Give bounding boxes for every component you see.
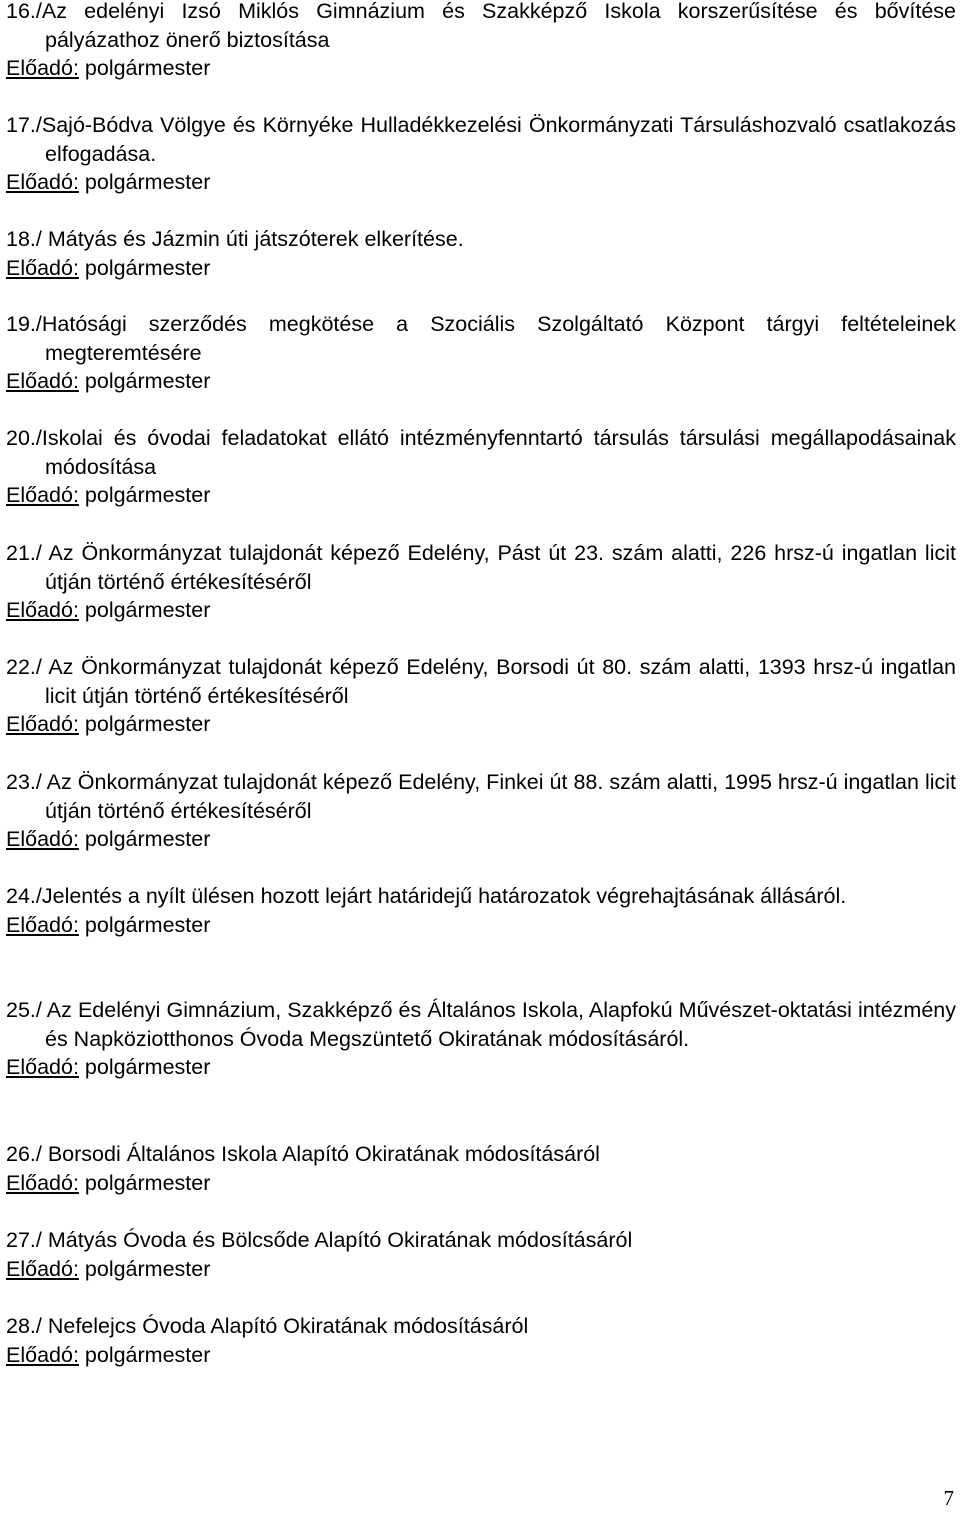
presenter-line <box>6 54 956 83</box>
presenter-name: polgármester <box>84 712 211 737</box>
presenter-label: Előadó: <box>6 1342 79 1367</box>
agenda-item-text <box>6 1140 956 1197</box>
agenda-item-title: /Az edelényi Izsó Miklós Gimnázium és Szakképző Iskola korszerűsítése és bővítése pályázathoz önerő biztosítása <box>35 0 956 52</box>
presenter-line <box>6 254 956 283</box>
agenda-item-text <box>6 1312 956 1369</box>
agenda-item-number: 23. <box>6 770 36 794</box>
agenda-item-text <box>6 996 956 1082</box>
presenter-name: polgármester <box>84 1055 211 1080</box>
presenter-name: polgármester <box>84 827 211 852</box>
agenda-item-text <box>6 111 956 197</box>
agenda-item-title: / Mátyás Óvoda és Bölcsőde Alapító Okiratának módosításáról <box>35 1228 633 1252</box>
agenda-item-number: 25. <box>6 998 36 1022</box>
agenda-item-number: 24. <box>6 884 36 908</box>
presenter-line <box>6 1341 956 1370</box>
agenda-item-text <box>6 1226 956 1283</box>
page-number: 7 <box>943 1486 954 1510</box>
agenda-item-text <box>6 0 956 83</box>
agenda-item-21 <box>6 539 956 625</box>
agenda-item-number: 16. <box>6 0 36 23</box>
presenter-label: Előadó: <box>6 369 79 394</box>
agenda-item-title: / Az Önkormányzat tulajdonát képező Edelény, Finkei út 88. szám alatti, 1995 hrsz-ú ingatlan licit útján történő értékesítéséről <box>35 770 956 823</box>
agenda-item-number: 19. <box>6 312 36 336</box>
agenda-item-title: /Iskolai és óvodai feladatokat ellátó intézményfenntartó társulás társulási megállapodásainak módosítása <box>35 426 956 479</box>
agenda-item-text <box>6 768 956 854</box>
presenter-label: Előadó: <box>6 1055 79 1080</box>
presenter-name: polgármester <box>84 912 211 937</box>
presenter-label: Előadó: <box>6 712 79 737</box>
agenda-item-number: 26. <box>6 1142 36 1166</box>
agenda-item-number: 22. <box>6 655 36 679</box>
agenda-item-text <box>6 882 956 939</box>
agenda-item-title: / Nefelejcs Óvoda Alapító Okiratának módosításáról <box>35 1314 529 1338</box>
presenter-line <box>6 710 956 739</box>
presenter-line <box>6 1255 956 1284</box>
agenda-item-text <box>6 424 956 510</box>
agenda-item-23 <box>6 768 956 854</box>
agenda-item-number: 27. <box>6 1228 36 1252</box>
presenter-line <box>6 481 956 510</box>
agenda-item-17 <box>6 111 956 197</box>
presenter-label: Előadó: <box>6 483 79 508</box>
presenter-name: polgármester <box>84 1170 211 1195</box>
presenter-name: polgármester <box>84 1342 211 1367</box>
agenda-item-19 <box>6 310 956 396</box>
agenda-item-text <box>6 310 956 396</box>
agenda-item-text <box>6 653 956 739</box>
presenter-label: Előadó: <box>6 1170 79 1195</box>
presenter-line <box>6 367 956 396</box>
presenter-name: polgármester <box>84 598 211 623</box>
presenter-label: Előadó: <box>6 827 79 852</box>
agenda-item-title: /Sajó-Bódva Völgye és Környéke Hulladékkezelési Önkormányzati Társuláshozvaló csatlakozás elfogadása. <box>35 113 956 166</box>
agenda-item-26 <box>6 1140 956 1197</box>
presenter-name: polgármester <box>84 56 211 81</box>
presenter-label: Előadó: <box>6 56 79 81</box>
agenda-item-text <box>6 539 956 625</box>
agenda-item-number: 17. <box>6 113 36 137</box>
agenda-item-title: / Az Edelényi Gimnázium, Szakképző és Általános Iskola, Alapfokú Művészet-oktatási intézmény és Napköziotthonos Óvoda Megszüntető Okiratának módosításáról. <box>35 998 956 1051</box>
presenter-line <box>6 911 956 940</box>
presenter-line <box>6 1053 956 1082</box>
agenda-item-24 <box>6 882 956 939</box>
agenda-item-title: / Az Önkormányzat tulajdonát képező Edelény, Pást út 23. szám alatti, 226 hrsz-ú ingatlan licit útján történő értékesítéséről <box>35 541 956 594</box>
agenda-item-25 <box>6 996 956 1082</box>
agenda-item-title: /Hatósági szerződés megkötése a Szociális Szolgáltató Központ tárgyi feltételeinek megteremtésére <box>35 312 956 365</box>
agenda-item-number: 18. <box>6 227 36 251</box>
agenda-item-20 <box>6 424 956 510</box>
presenter-line <box>6 168 956 197</box>
agenda-item-16 <box>6 0 956 83</box>
agenda-item-title: / Az Önkormányzat tulajdonát képező Edelény, Borsodi út 80. szám alatti, 1393 hrsz-ú ingatlan licit útján történő értékesítéséről <box>35 655 956 708</box>
agenda-item-title: / Mátyás és Jázmin úti játszóterek elkerítése. <box>35 227 464 251</box>
agenda-item-28 <box>6 1312 956 1369</box>
presenter-name: polgármester <box>84 1256 211 1281</box>
presenter-name: polgármester <box>84 483 211 508</box>
agenda-item-text <box>6 225 956 282</box>
presenter-label: Előadó: <box>6 598 79 623</box>
presenter-label: Előadó: <box>6 255 79 280</box>
presenter-name: polgármester <box>84 369 211 394</box>
agenda-item-27 <box>6 1226 956 1283</box>
agenda-item-title: /Jelentés a nyílt ülésen hozott lejárt határidejű határozatok végrehajtásának állásáról. <box>35 884 847 908</box>
agenda-item-number: 21. <box>6 541 36 565</box>
presenter-label: Előadó: <box>6 912 79 937</box>
presenter-name: polgármester <box>84 255 211 280</box>
agenda-item-22 <box>6 653 956 739</box>
presenter-line <box>6 1169 956 1198</box>
agenda-item-title: / Borsodi Általános Iskola Alapító Okiratának módosításáról <box>35 1142 600 1166</box>
presenter-label: Előadó: <box>6 1256 79 1281</box>
presenter-label: Előadó: <box>6 170 79 195</box>
agenda-item-number: 28. <box>6 1314 36 1338</box>
agenda-item-number: 20. <box>6 426 36 450</box>
presenter-name: polgármester <box>84 170 211 195</box>
presenter-line <box>6 825 956 854</box>
agenda-item-18 <box>6 225 956 282</box>
presenter-line <box>6 596 956 625</box>
